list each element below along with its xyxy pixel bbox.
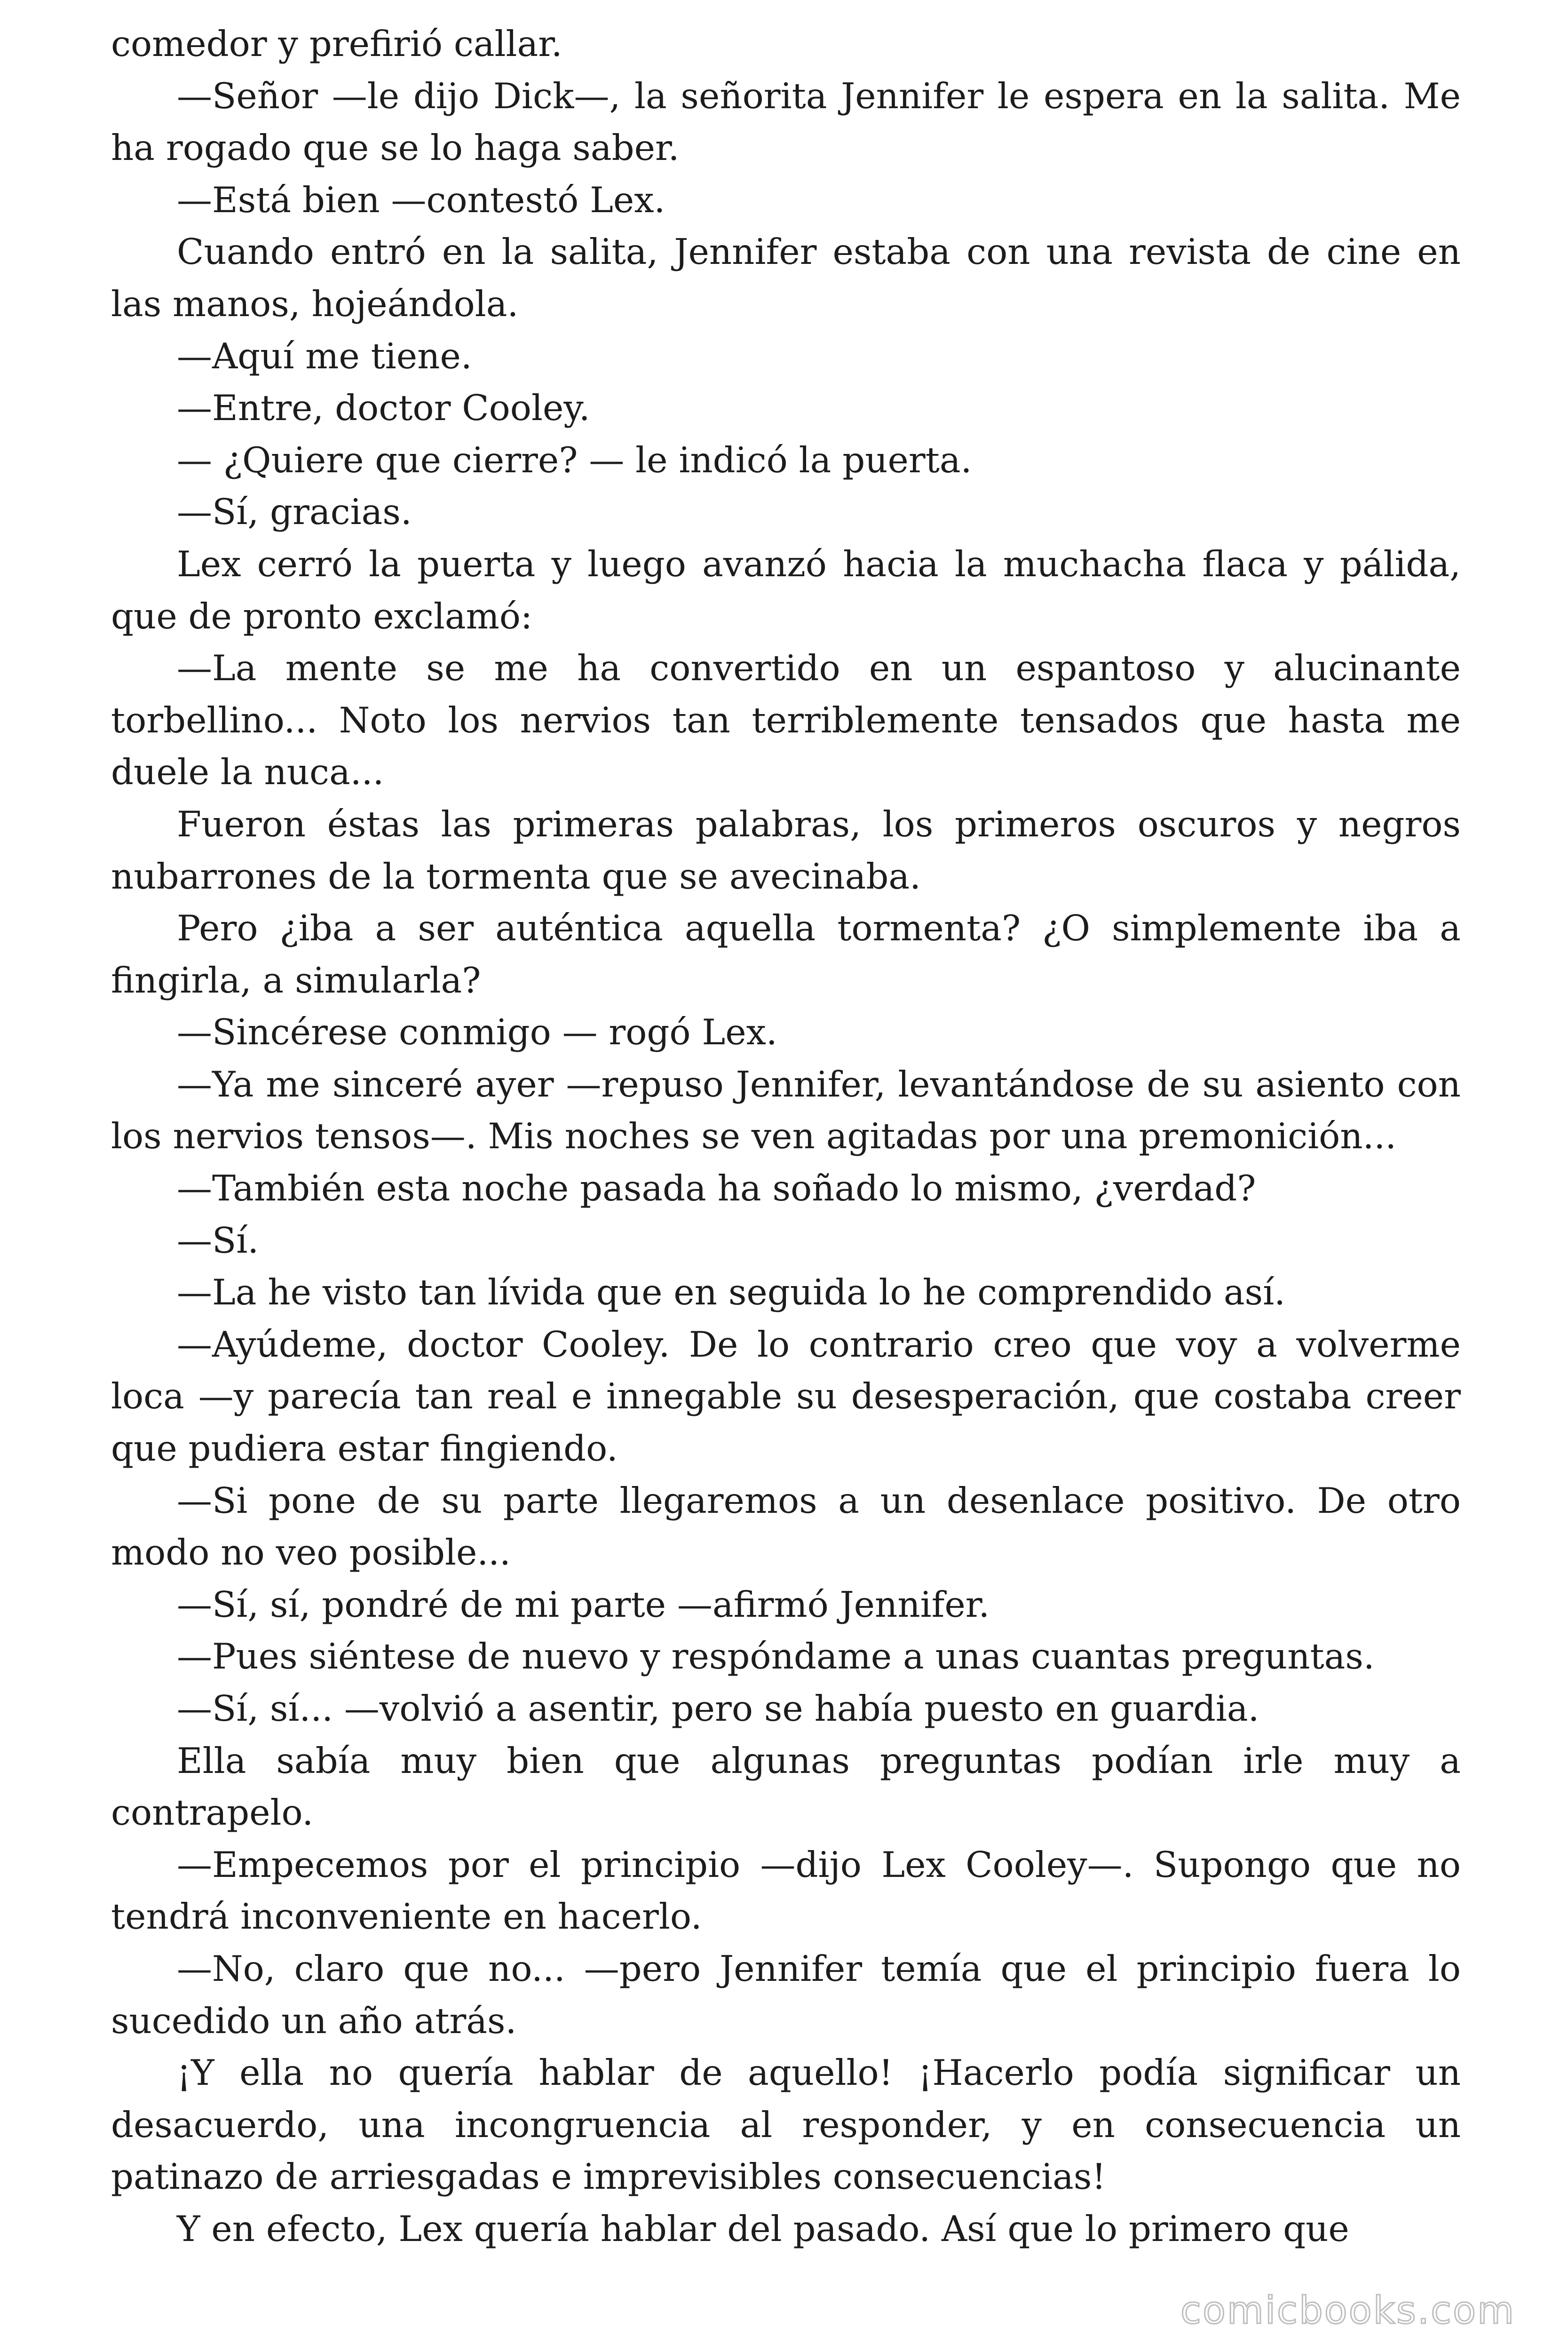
paragraph: —No, claro que no... —pero Jennifer temía que el principio fuera lo sucedido un año atrás. [111,1947,1461,2042]
paragraph: —La he visto tan lívida que en seguida lo he comprendido así. [177,1271,1285,1313]
paragraph: — ¿Quiere que cierre? — le indicó la puerta. [177,439,972,481]
paragraph: —Aquí me tiene. [177,335,472,377]
paragraph: —Sí. [177,1219,259,1261]
paragraph: —Sí, sí... —volvió a asentir, pero se había puesto en guardia. [177,1688,1259,1729]
paragraph: —Entre, doctor Cooley. [177,387,590,429]
paragraph: —Sí, sí, pondré de mi parte —afirmó Jennifer. [177,1583,990,1625]
paragraph: Pero ¿iba a ser auténtica aquella tormenta? ¿O simplemente iba a fingirla, a simularla? [111,907,1461,1001]
paragraph: —Está bien —contestó Lex. [177,179,665,221]
paragraph: —Sincérese conmigo — rogó Lex. [177,1011,777,1053]
paragraph: comedor y prefirió callar. [111,23,562,64]
paragraph: Y en efecto, Lex quería hablar del pasado. Así que lo primero que [177,2208,1349,2249]
paragraph: —Sí, gracias. [177,491,412,533]
paragraph: —La mente se me ha convertido en un espantoso y alucinante torbellino... Noto los nervios tan terriblemente tensados que hasta me duele la nuca... [111,647,1461,793]
paragraph: —Ya me sinceré ayer —repuso Jennifer, levantándose de su asiento con los nervios tensos—. Mis noches se ven agitadas por una premonición... [111,1063,1461,1157]
paragraph: Lex cerró la puerta y luego avanzó hacia la muchacha flaca y pálida, que de pronto exclamó: [111,543,1461,637]
paragraph: Cuando entró en la salita, Jennifer estaba con una revista de cine en las manos, hojeándola. [111,231,1461,325]
paragraph: —Pues siéntese de nuevo y respóndame a unas cuantas preguntas. [177,1636,1375,1677]
paragraph: ¡Y ella no quería hablar de aquello! ¡Hacerlo podía significar un desacuerdo, una incongruencia al responder, y en consecuencia un patinazo de arriesgadas e imprevisibles consecuencias! [111,2052,1461,2198]
watermark-logo: comicbooks.com [1180,2288,1515,2332]
paragraph: Fueron éstas las primeras palabras, los primeros oscuros y negros nubarrones de la tormenta que se avecinaba. [111,803,1461,897]
paragraph: —Si pone de su parte llegaremos a un desenlace positivo. De otro modo no veo posible... [111,1479,1461,1573]
book-page [111,18,1461,2323]
paragraph: —Ayúdeme, doctor Cooley. De lo contrario creo que voy a volverme loca —y parecía tan real e innegable su desesperación, que costaba creer que pudiera estar fingiendo. [111,1323,1461,1470]
paragraph: —También esta noche pasada ha soñado lo mismo, ¿verdad? [177,1168,1256,1209]
paragraph: —Señor —le dijo Dick—, la señorita Jennifer le espera en la salita. Me ha rogado que se lo haga saber. [111,75,1461,169]
paragraph: —Empecemos por el principio —dijo Lex Cooley—. Supongo que no tendrá inconveniente en hacerlo. [111,1843,1461,1938]
paragraph: Ella sabía muy bien que algunas preguntas podían irle muy a contrapelo. [111,1740,1461,1834]
